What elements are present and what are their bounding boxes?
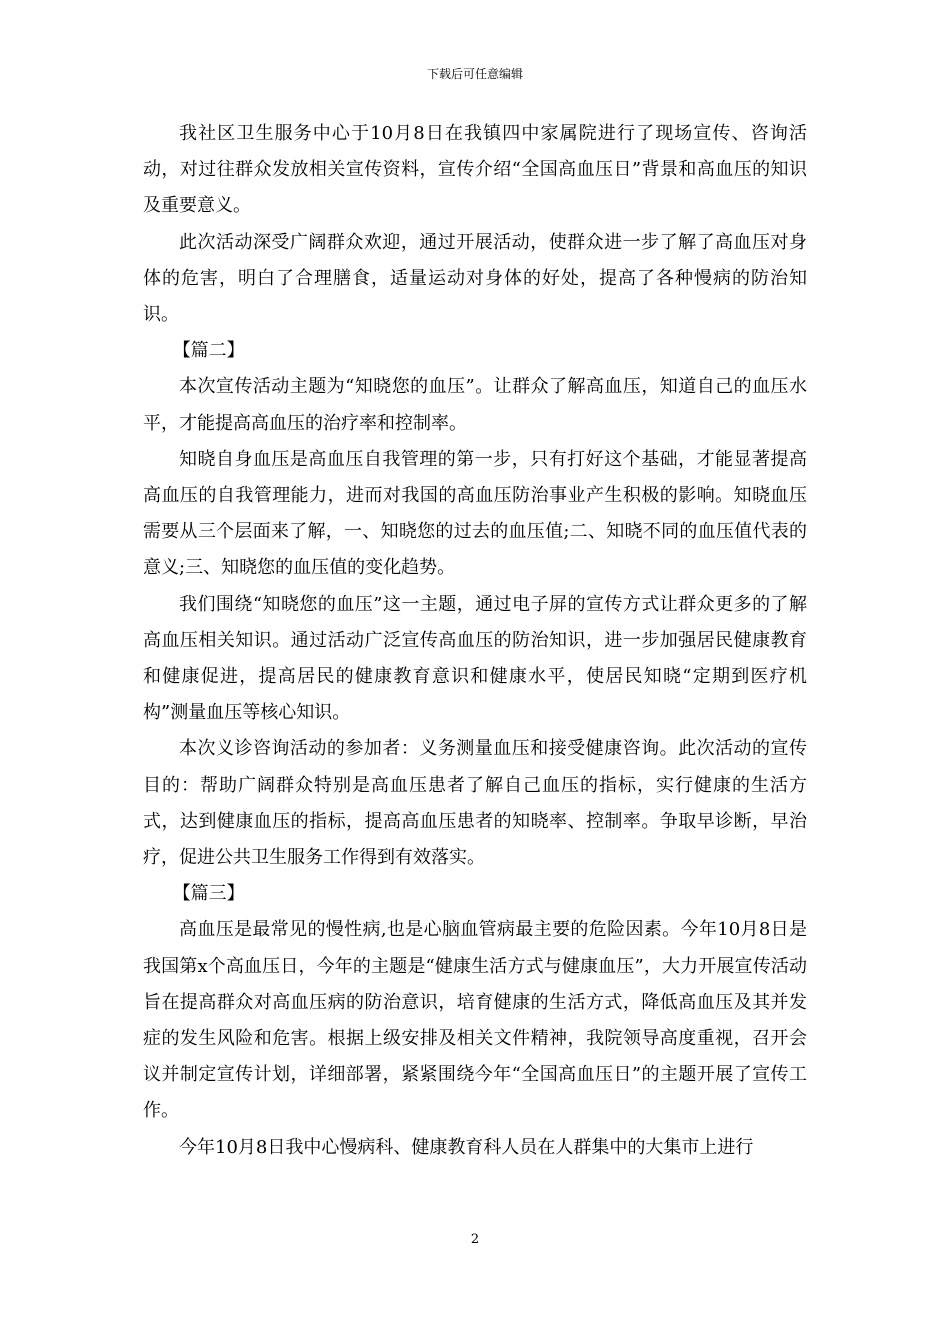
paragraph: 本次宣传活动主题为“知晓您的血压”。让群众了解高血压，知道自己的血压水平，才能提高高血压的治疗率和控制率。	[143, 376, 807, 434]
section-heading: 【篇三】	[172, 883, 245, 905]
paragraph: 本次义诊咨询活动的参加者：义务测量血压和接受健康咨询。此次活动的宣传目的：帮助广阔群众特别是高血压患者了解自己血压的指标，实行健康的生活方式，达到健康血压的指标，提高高血压患者的知晓率、控制率。争取早诊断，早治疗，促进公共卫生服务工作得到有效落实。	[143, 738, 807, 869]
paragraph: 知晓自身血压是高血压自我管理的第一步，只有打好这个基础，才能显著提高高血压的自我管理能力，进而对我国的高血压防治事业产生积极的影响。知晓血压需要从三个层面来了解，一、知晓您的过去的血压值;二、知晓不同的血压值代表的意义;三、知晓您的血压值的变化趋势。	[143, 448, 807, 579]
paragraph: 高血压是最常见的慢性病,也是心脑血管病最主要的危险因素。今年10月8日是我国第x个高血压日，今年的主题是“健康生活方式与健康血压”，大力开展宣传活动旨在提高群众对高血压病的防治意识，培育健康的生活方式，降低高血压及其并发症的发生风险和危害。根据上级安排及相关文件精神，我院领导高度重视，召开会议并制定宣传计划，详细部署，紧紧围绕今年“全国高血压日”的主题开展了宣传工作。	[143, 919, 807, 1122]
section-heading: 【篇二】	[172, 340, 245, 362]
paragraph: 我社区卫生服务中心于10月8日在我镇四中家属院进行了现场宣传、咨询活动，对过往群众发放相关宣传资料，宣传介绍“全国高血压日”背景和高血压的知识及重要意义。	[143, 123, 807, 217]
paragraph: 我们围绕“知晓您的血压”这一主题，通过电子屏的宣传方式让群众更多的了解高血压相关知识。通过活动广泛宣传高血压的防治知识，进一步加强居民健康教育和健康促进，提高居民的健康教育意识和健康水平，使居民知晓“定期到医疗机构”测量血压等核心知识。	[143, 593, 807, 724]
document-body	[143, 116, 807, 1166]
paragraph: 今年10月8日我中心慢病科、健康教育科人员在人群集中的大集市上进行	[179, 1136, 754, 1158]
page-number: 2	[470, 1232, 480, 1247]
page-header: 下载后可任意编辑	[426, 67, 523, 81]
paragraph: 此次活动深受广阔群众欢迎，通过开展活动，使群众进一步了解了高血压对身体的危害，明白了合理膳食，适量运动对身体的好处，提高了各种慢病的防治知识。	[143, 231, 807, 326]
